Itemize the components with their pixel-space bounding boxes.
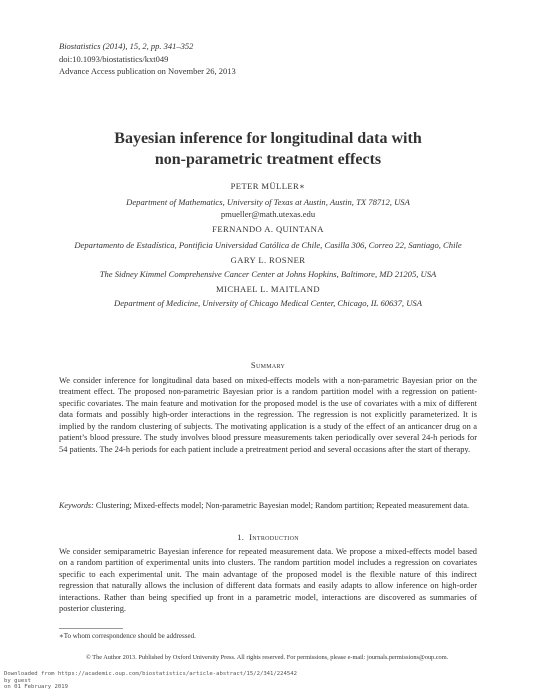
download-stamp (4, 671, 297, 691)
journal-citation: Biostatistics (2014), 15, 2, pp. 341–352 (59, 41, 194, 51)
title-line-1: Bayesian inference for longitudinal data with (114, 130, 422, 147)
introduction-text: We consider semiparametric Bayesian inference for repeated measurement data. We propose a mixed-effects model based on a random partition of experimental units into clusters. The random partition model includes a regression on covariates specific to each experimental unit. The main advantage of the proposed model is the flexible nature of this indirect regression that naturally allows the inclusion of different data formats and easily adapts to allow inference on high-order interactions. Rather than being specified up front in a parametric model, interactions are discovered as summaries of posterior clustering. (59, 547, 477, 614)
summary-text: We consider inference for longitudinal data based on mixed-effects models with a non-parametric Bayesian prior on the treatment effect. The proposed non-parametric Bayesian prior is a random partition model with a regression on patient-specific covariates. The main feature and motivation for the proposed model is the use of covariates with a mix of different data formats and possibly high-order interactions in the regression. The regression is not explicitly parameterized. It is implied by the random clustering of subjects. The motivating application is a study of the effect of an anticancer drug on a patient’s blood pressure. The study involves blood pressure measurements taken periodically over several 24-h periods for 54 patients. The 24-h periods for each patient include a pretreatment period and several occasions after the start of therapy. (59, 376, 477, 454)
keywords (59, 500, 477, 511)
keywords-label: Keywords: (59, 501, 94, 510)
title-line-2: non-parametric treatment effects (154, 151, 382, 168)
footnote: ∗To whom correspondence should be addressed. (59, 632, 196, 640)
author-affiliation: The Sidney Kimmel Comprehensive Cancer Center at Johns Hopkins, Baltimore, MD 21205, USA (99, 269, 437, 279)
download-line-3: on 01 February 2019 (4, 684, 68, 691)
author-affiliation: Department of Mathematics, University of Texas at Austin, Austin, TX 78712, USA (126, 197, 410, 207)
doi: doi:10.1093/biostatistics/kxt049 (59, 53, 169, 64)
keywords-text: Clustering; Mixed-effects model; Non-parametric Bayesian model; Random partition; Repeated measurement data. (95, 501, 469, 510)
author-email: pmueller@math.utexas.edu (220, 209, 316, 219)
paper-title (0, 128, 536, 170)
author-name: PETER MÜLLER∗ (230, 181, 306, 191)
author-name: GARY L. ROSNER (230, 255, 306, 265)
journal-header (59, 40, 236, 78)
download-line-2: by guest (4, 677, 31, 684)
introduction-heading (0, 532, 536, 542)
author-affiliation: Departamento de Estadística, Pontificia Universidad Católica de Chile, Casilla 306, Correo 22, Santiago, Chile (74, 240, 462, 250)
download-line-1: Downloaded from https://academic.oup.com/biostatistics/article-abstract/15/2/341/224542 (4, 671, 297, 677)
footnote-rule (59, 628, 123, 629)
author-name: FERNANDO A. QUINTANA (212, 224, 324, 234)
section-number: 1. (237, 532, 245, 542)
copyright-notice: © The Author 2013. Published by Oxford University Press. All rights reserved. For permissions, please e-mail: journals.permissions@oup.com. (86, 654, 449, 661)
advance-access: Advance Access publication on November 26, 2013 (59, 66, 236, 76)
author-block (40, 181, 496, 309)
author-name: MICHAEL L. MAITLAND (216, 284, 320, 294)
section-title: Introduction (249, 532, 299, 542)
summary-heading: Summary (250, 360, 286, 370)
author-affiliation: Department of Medicine, University of Chicago Medical Center, Chicago, IL 60637, USA (114, 298, 422, 308)
